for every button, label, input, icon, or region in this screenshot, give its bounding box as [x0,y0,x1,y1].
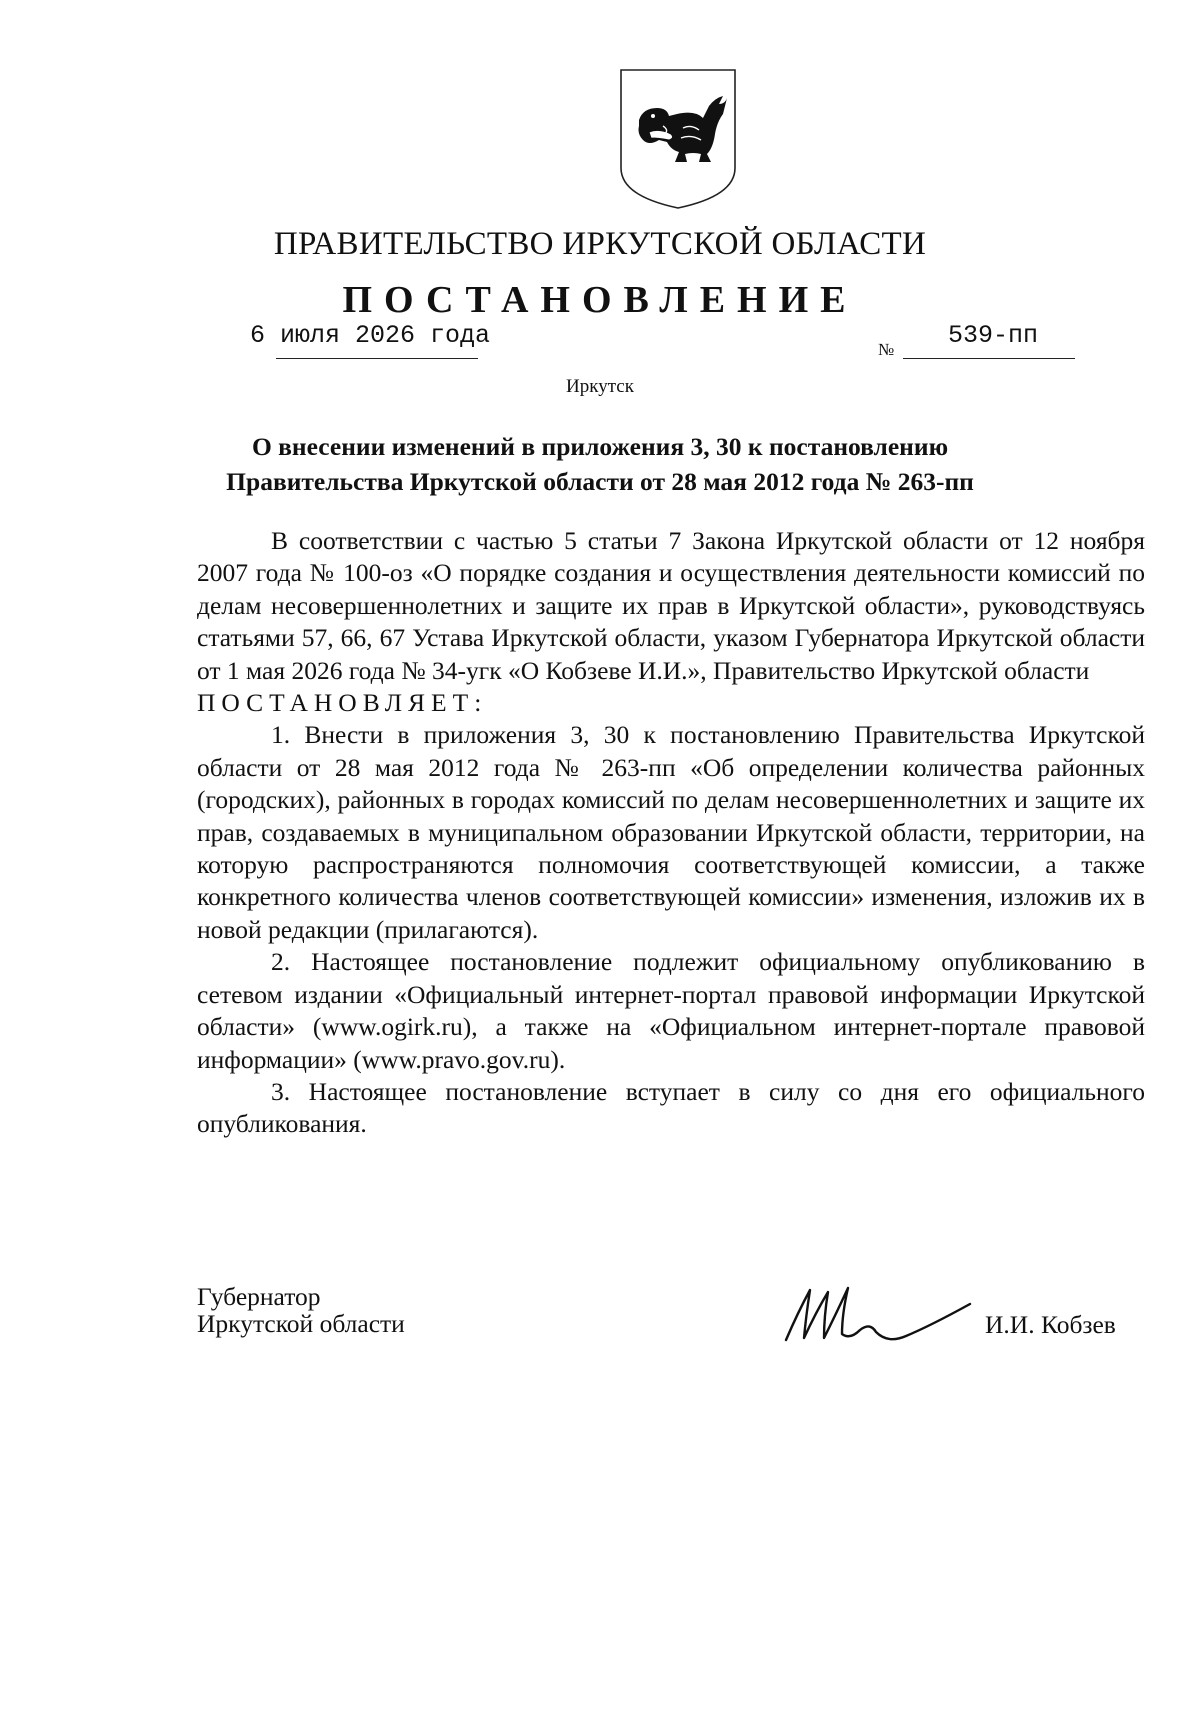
document-date: 6 июля 2026 года [250,321,491,350]
body-item-paragraph: 1. Внести в приложения 3, 30 к постановлению Правительства Иркутской области от 28 мая 2012 года № 263-пп «Об определении количества районных (городских), районных в городах комиссий по делам несовершеннолетних и защите их прав, создаваемых в муниципальном образовании Иркутской области, территории, на которую распространяются полномочия соответствующей комиссии, а также конкретного количества членов соответствующей комиссии» изменения, изложив их в новой редакции (прилагаются). [197,720,1145,944]
issuing-city: Иркутск [566,376,634,397]
date-underline [276,358,478,359]
coat-of-arms-icon [619,68,737,210]
number-underline [903,358,1075,359]
subject-line: Правительства Иркутской области от 28 мая 2012 года № 263-пп [226,467,974,496]
signature-icon [780,1282,980,1346]
signer-position-line: Губернатор [197,1282,321,1311]
signer-position [197,1283,405,1337]
number-sign: № [878,340,895,359]
document-number: 539-пп [948,321,1039,350]
signer-name: И.И. Кобзев [985,1310,1116,1339]
subject-line: О внесении изменений в приложения 3, 30 к постановлению [251,432,949,461]
decree-word: ПОСТАНОВЛЯЕТ: [197,688,488,718]
document-subject [200,429,1000,499]
body-item-paragraph: 2. Настоящее постановление подлежит официальному опубликованию в сетевом издании «Официальный интернет-портал правовой информации Иркутской области» (www.ogirk.ru), а также на «Официальном интернет-портале правовой информации» (www.pravo.gov.ru). [197,947,1145,1074]
document-kind-title: ПОСТАНОВЛЕНИЕ [342,279,858,321]
body-item-paragraph: 3. Настоящее постановление вступает в силу со дня его официального опубликования. [197,1076,1145,1139]
government-title: ПРАВИТЕЛЬСТВО ИРКУТСКОЙ ОБЛАСТИ [273,226,927,262]
document-body [197,525,1145,1141]
signer-position-line: Иркутской области [197,1309,405,1338]
preamble-paragraph: В соответствии с частью 5 статьи 7 Закона Иркутской области от 12 ноября 2007 года № 100-оз «О порядке создания и осуществления деятельности комиссий по делам несовершеннолетних и защите их прав в Иркутской области», руководствуясь статьями 57, 66, 67 Устава Иркутской области, указом Губернатора Иркутской области от 1 мая 2026 года № 34-угк «О Кобзеве И.И.», Правительство Иркутской области [197,526,1145,685]
